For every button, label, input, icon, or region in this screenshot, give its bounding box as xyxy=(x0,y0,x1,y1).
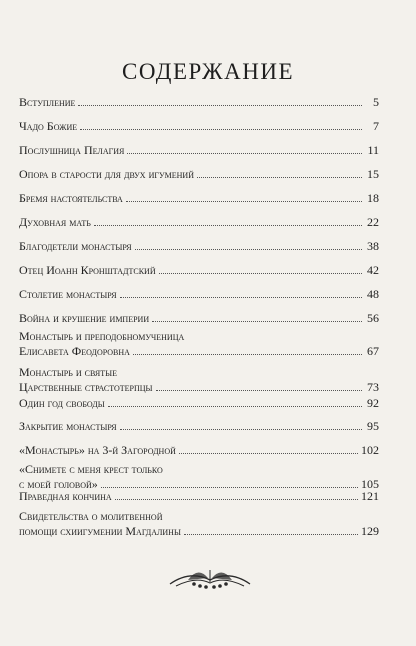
toc-entry-page: 11 xyxy=(367,143,379,157)
toc-entry xyxy=(19,462,379,492)
toc-entry xyxy=(19,443,379,458)
toc-entry-page: 5 xyxy=(373,95,379,109)
toc-entry-page: 102 xyxy=(361,443,379,457)
toc-entry-title: Один год свободы xyxy=(19,396,105,410)
toc-entry xyxy=(19,287,379,302)
dot-leader xyxy=(94,224,362,226)
toc-entry-page: 7 xyxy=(373,119,379,133)
toc-entry xyxy=(19,191,379,206)
toc-entry-title: Монастырь и преподобномученица xyxy=(19,329,185,343)
toc-entry-page: 92 xyxy=(367,396,379,410)
dot-leader xyxy=(197,176,362,178)
toc-entry-title: Чадо Божие xyxy=(19,119,78,133)
toc-entry xyxy=(19,239,379,254)
toc-entry-title: Монастырь и святые xyxy=(19,365,117,379)
toc-entry-title: Елисавета Феодоровна xyxy=(19,344,130,358)
dot-leader xyxy=(159,272,362,274)
toc-entry-title: Праведная кончина xyxy=(19,489,112,503)
toc-entry-page: 95 xyxy=(367,419,379,433)
toc-entry-page: 121 xyxy=(361,489,379,503)
toc-entry xyxy=(19,143,379,158)
toc-entry-title: «Монастырь» на 3-й Загородной xyxy=(19,443,176,457)
dot-leader xyxy=(80,128,362,130)
toc-entry-title: Отец Иоанн Кронштадтский xyxy=(19,263,156,277)
toc-entry xyxy=(19,365,379,395)
toc-entry xyxy=(19,119,379,134)
toc-entry-title: Бремя настоятельства xyxy=(19,191,123,205)
toc-entry-title: Царственные страстотерпцы xyxy=(19,380,153,394)
dot-leader xyxy=(101,486,358,488)
lily-of-the-valley-ornament-icon xyxy=(166,564,254,590)
toc-entry xyxy=(19,167,379,182)
dot-leader xyxy=(152,320,362,322)
toc-entry-title: помощи схиигумении Магдалины xyxy=(19,524,181,538)
toc-entry xyxy=(19,215,379,230)
toc-entry-page: 67 xyxy=(367,344,379,358)
dot-leader xyxy=(156,389,362,391)
toc-entry-page: 48 xyxy=(367,287,379,301)
dot-leader xyxy=(120,428,362,430)
dot-leader xyxy=(133,353,362,355)
toc-entry-page: 129 xyxy=(361,524,379,538)
toc-entry xyxy=(19,329,379,359)
toc-entry-title: Духовная мать xyxy=(19,215,91,229)
dot-leader xyxy=(108,405,362,407)
dot-leader xyxy=(127,152,362,154)
toc-entry xyxy=(19,95,379,110)
dot-leader xyxy=(78,104,362,106)
toc-entry-page: 22 xyxy=(367,215,379,229)
toc-entry-title: Благодетели монастыря xyxy=(19,239,132,253)
toc-entry-title: Опора в старости для двух игумений xyxy=(19,167,194,181)
dot-leader xyxy=(184,533,358,535)
toc-entry xyxy=(19,263,379,278)
toc-entry-page: 18 xyxy=(367,191,379,205)
toc-entry xyxy=(19,419,379,434)
toc-entry xyxy=(19,489,379,504)
dot-leader xyxy=(115,498,358,500)
toc-entry-page: 38 xyxy=(367,239,379,253)
dot-leader xyxy=(179,452,358,454)
toc-entry-title: Свидетельства о молитвенной xyxy=(19,509,163,523)
toc-entry-title: Война и крушение империи xyxy=(19,311,150,325)
dot-leader xyxy=(120,296,362,298)
dot-leader xyxy=(135,248,362,250)
toc-entry-title: Столетие монастыря xyxy=(19,287,117,301)
toc-entry-page: 56 xyxy=(367,311,379,325)
toc-entry-title: с моей головой» xyxy=(19,477,98,491)
toc-entry xyxy=(19,509,379,539)
toc-entry-page: 15 xyxy=(367,167,379,181)
toc-entry-page: 73 xyxy=(367,380,379,394)
toc-entry xyxy=(19,311,379,326)
toc-entry-title: Послушница Пелагия xyxy=(19,143,125,157)
toc-entry-title: Закрытие монастыря xyxy=(19,419,117,433)
toc-entry xyxy=(19,396,379,411)
toc-entry-title: Вступление xyxy=(19,95,76,109)
page-title: СОДЕРЖАНИЕ xyxy=(121,59,294,85)
toc-entry-title: «Снимете с меня крест только xyxy=(19,462,163,476)
dot-leader xyxy=(126,200,362,202)
toc-entry-page: 42 xyxy=(367,263,379,277)
toc-entry-page: 105 xyxy=(361,477,379,491)
